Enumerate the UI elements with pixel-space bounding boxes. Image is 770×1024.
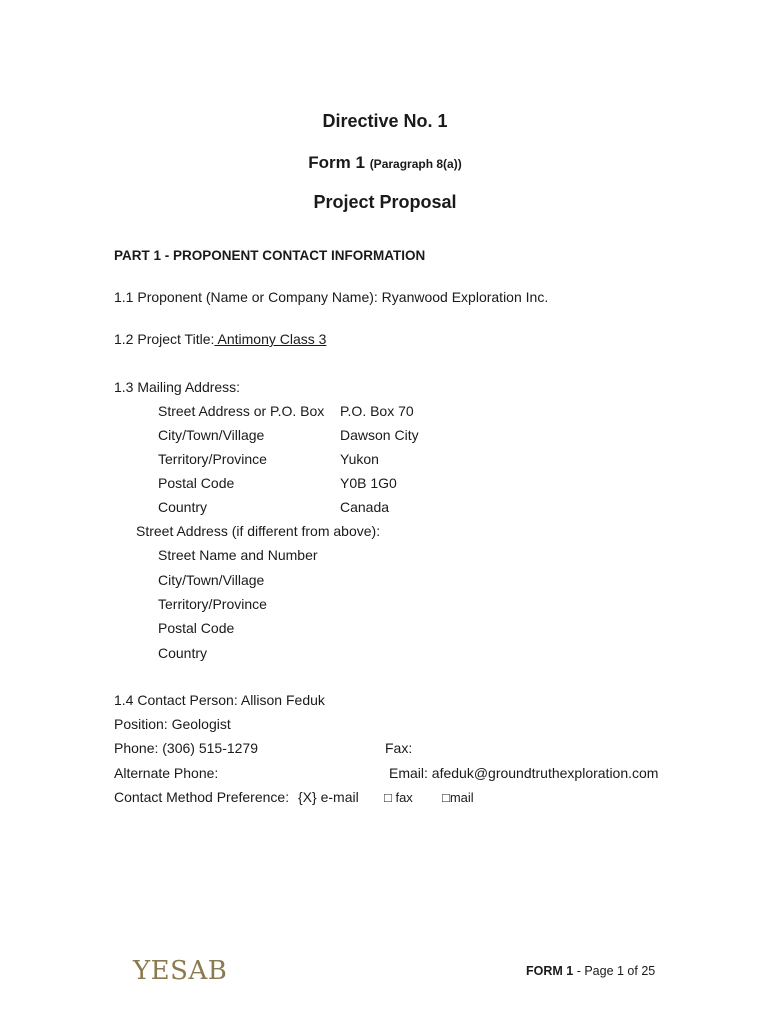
contact-person: 1.4 Contact Person: Allison Feduk (114, 692, 325, 708)
mailing-territory-value: Yukon (340, 451, 379, 467)
directive-title: Directive No. 1 (322, 111, 448, 131)
street-territory-label: Territory/Province (158, 596, 267, 612)
contact-method-mail: □mail (442, 790, 474, 805)
contact-alt-phone: Alternate Phone: (114, 765, 219, 781)
mailing-street-label: Street Address or P.O. Box (158, 403, 325, 419)
mailing-city-value: Dawson City (340, 427, 419, 443)
mailing-country-value: Canada (340, 499, 390, 515)
contact-method-fax: □ fax (384, 790, 413, 805)
proponent-line: 1.1 Proponent (Name or Company Name): Ryanwood Exploration Inc. (114, 289, 549, 305)
mailing-street-value: P.O. Box 70 (340, 403, 414, 419)
document-title: Project Proposal (313, 192, 457, 212)
contact-phone: Phone: (306) 515-1279 (114, 740, 258, 756)
mailing-country-label: Country (158, 499, 208, 515)
part1-heading: PART 1 - PROPONENT CONTACT INFORMATION (114, 248, 426, 263)
page-footer (526, 964, 655, 978)
yesab-logo: YESAB (133, 956, 228, 986)
street-city-label: City/Town/Village (158, 572, 265, 588)
footer-page: - Page 1 of 25 (573, 964, 656, 978)
mailing-postal-value: Y0B 1G0 (340, 475, 397, 491)
mailing-address-label: 1.3 Mailing Address: (114, 379, 241, 395)
form-number: Form 1 (308, 153, 365, 172)
contact-email: Email: afeduk@groundtruthexploration.com (389, 765, 659, 781)
mailing-postal-label: Postal Code (158, 475, 235, 491)
form-paragraph: (Paragraph 8(a)) (369, 157, 462, 171)
project-title-value: Antimony Class 3 (214, 331, 327, 347)
contact-method-email: {X} e-mail (298, 789, 359, 805)
contact-position: Position: Geologist (114, 716, 231, 732)
contact-fax: Fax: (385, 740, 413, 756)
project-title-line (114, 331, 326, 347)
street-postal-label: Postal Code (158, 620, 235, 636)
footer-form: FORM 1 (526, 964, 574, 978)
mailing-territory-label: Territory/Province (158, 451, 267, 467)
mailing-city-label: City/Town/Village (158, 427, 265, 443)
contact-method-label: Contact Method Preference: (114, 789, 290, 805)
street-name-label: Street Name and Number (158, 547, 318, 563)
form-title (0, 153, 770, 173)
project-title-label: 1.2 Project Title: (114, 331, 215, 347)
street-address-label: Street Address (if different from above): (136, 523, 381, 539)
street-country-label: Country (158, 645, 208, 661)
